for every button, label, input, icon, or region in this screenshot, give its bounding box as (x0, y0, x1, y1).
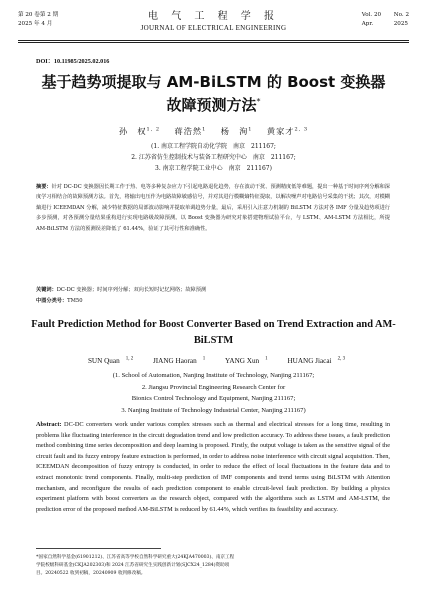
author-cn-sup: 1, 2 (146, 126, 161, 133)
author-cn-sup: 2, 3 (294, 126, 309, 133)
author-en (281, 357, 345, 365)
keywords-cn-text: DC-DC 变换器；时间序列分解；双向长短时记忆网络；故障预测 (56, 287, 207, 293)
affiliations-cn (0, 141, 427, 174)
title-cn-line1: 基于趋势项提取与 AM-BiLSTM 的 Boost 变换器 (41, 73, 386, 91)
no-en: No. 2 (393, 12, 409, 18)
author-en-sup: 1 (202, 357, 206, 362)
abstract-cn (36, 182, 390, 234)
classification-cn (36, 296, 390, 306)
authors-en (0, 357, 427, 365)
abstract-en-text: DC-DC converters work under various complex stresses such as thermal and electrical stresses for a long time, resulting in problems like fluctuating interference in the circuit degradation trend and low prediction accuracy. To address these issues, a fault prediction method combining time series decomposition and deep learning is proposed. Firstly, the output voltage is taken as the sensitive signal of the circuit fault and its fuzzy entropy feature extraction is performed, in order to address noise interference with circuit signal acquisition. Then, ICEEMDAN decomposition of fuzzy entropy is conducted, in order to reduce the effect of local fluctuations in the feature data and to extract monotonic trend components. Finally, multi-step prediction of IMF components and trend terms using BiLSTM with Attention mechanism, and reconfigure the results of each prediction component to enable circuit-level fault prediction. By building a physics experiment platform with boost converters as the research object, compared with the algorithms such as LSTM and AM-LSTM, the prediction error of the proposed method AM-BiLSTM is reduced by 61.44%, which verifies its feasibility and accuracy. (36, 421, 390, 513)
date-cn: 2025 年 4 月 (18, 21, 53, 27)
author-cn-sup: 1 (248, 126, 253, 133)
author-cn-sup: 1 (202, 126, 207, 133)
affiliation-cn: (1. 南京工程学院自动化学院 南京 211167; (151, 143, 276, 150)
affiliation-cn: 3. 南京工程学院工业中心 南京 211167) (155, 165, 272, 172)
journal-name-cn: 电 气 工 程 学 报 (148, 11, 279, 22)
authors-cn (0, 126, 427, 137)
footnote-text: 国家自然科学基金(61901212)、江苏省高等学校自然科学研究重大(24KJA470003)、南京工程学院校级科研基金(CKJA202303)和 2024 江苏省研究生实践创新计划(SJCX24_1284)资助项目。20240522 收到初稿，20240909 收到修改稿。 (36, 555, 235, 576)
doi: DOI：10.11985/2025.02.016 (36, 58, 110, 65)
author-cn: 孙 权 (118, 126, 147, 136)
journal-name-en: JOURNAL OF ELECTRICAL ENGINEERING (140, 24, 287, 32)
author-en-name: HUANG Jiacai (287, 357, 332, 366)
author-en-name: JIANG Haoran (152, 357, 197, 366)
header-rule-thin (18, 42, 409, 43)
abstract-en (36, 420, 390, 515)
affiliation-en: Bionics Control Technology and Equipment, Nanjing 211167; (131, 395, 296, 403)
author-cn: 杨 洵 (220, 126, 249, 136)
author-en-sup: 1, 2 (125, 357, 134, 362)
header-right (362, 11, 409, 29)
funding-footnote (36, 553, 236, 578)
keywords-cn-label: 关键词： (36, 287, 57, 293)
footnote-mark: * (36, 554, 39, 560)
author-en (219, 357, 268, 365)
classification-label: 中图分类号： (36, 298, 68, 304)
journal-header (18, 11, 409, 41)
author-en (147, 357, 205, 365)
abstract-cn-label: 摘要： (36, 184, 52, 190)
author-en (82, 357, 133, 365)
header-rule-thick (18, 40, 409, 41)
title-en: Fault Prediction Method for Boost Converter Based on Trend Extraction and AM-BiLSTM (31, 319, 396, 346)
header-center (18, 11, 409, 33)
month-en: Apr. (361, 21, 374, 27)
keywords-cn (36, 285, 390, 295)
title-cn (20, 72, 407, 115)
volume-cn: 第 20 卷第 2 期 (18, 12, 59, 18)
footnote-rule (36, 548, 161, 549)
author-cn: 蒋浩然 (174, 126, 203, 136)
affiliation-cn: 2. 江苏省仿生控制技术与装备工程研究中心 南京 211167; (131, 154, 296, 161)
classification-code: TM50 (67, 298, 83, 304)
affiliation-en: 2. Jiangsu Provincial Engineering Research Center for (141, 383, 286, 391)
affiliations-en (0, 370, 427, 416)
abstract-en-label: Abstract: (36, 421, 62, 428)
author-en-sup: 1 (265, 357, 268, 362)
vol-en: Vol. 20 (361, 12, 382, 18)
title-cn-line2: 故障预测方法 (166, 96, 257, 114)
title-cn-mark: * (256, 97, 261, 106)
affiliation-en: (1. School of Automation, Nanjing Institute of Technology, Nanjing 211167; (112, 372, 315, 379)
affiliation-en: 3. Nanjing Institute of Technology Industrial Center, Nanjing 211167) (121, 406, 306, 414)
author-cn: 黄家才 (266, 126, 295, 136)
year-en: 2025 (393, 21, 408, 27)
author-en-name: SUN Quan (87, 357, 120, 366)
abstract-cn-text: 针对 DC-DC 变换器因长期工作于热、电等多种复杂应力下引起电路退化趋势，存在波动干扰、预测精度低等难题，提出一种基于时间序列分解和深度学习相结合的故障预测方法。首先，将输出电压作为电路故障敏感信号，并对其进行模糊熵特征提取，以解决噪声对电路信号采集的干扰；其次，对模糊熵进行 ICEEMDAN 分解，减少特征数据的局部波动影响并提取单调趋势分量，最后，采用引入注意力机制的 BiLSTM 方法对各 IMF 分量及趋势项进行多步预测，对各预测分量结果重构进行实现电路级故障预测。以 Boost 变换器为研究对象搭建物理试验平台，与 LSTM、AM-LSTM 方法相比，所提 AM-BiLSTM 方法的预测误差降低了 61.44%，验证了其可行性和准确性。 (36, 184, 390, 232)
author-en-sup: 2, 3 (337, 357, 346, 362)
author-en-name: YANG Xun (225, 357, 260, 366)
